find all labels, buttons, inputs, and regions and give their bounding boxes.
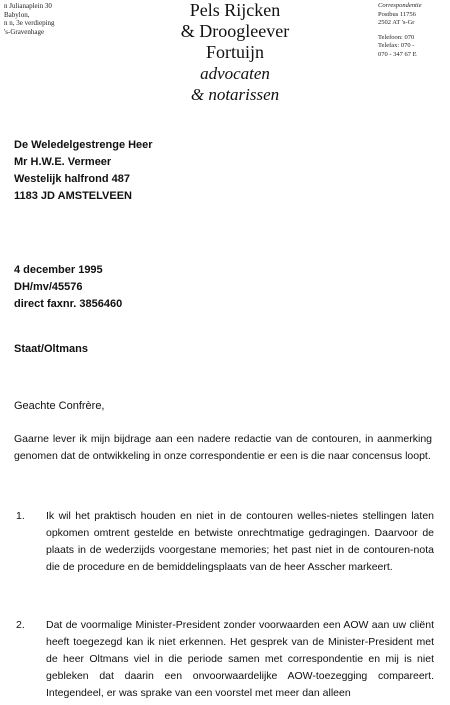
- firm-name-line: Pels Rijcken: [189, 0, 281, 20]
- firm-name-line: & Droogleever: [180, 21, 290, 41]
- item-number: 2.: [16, 619, 25, 631]
- item-number: 1.: [16, 510, 25, 522]
- correspondence-address: [378, 2, 448, 59]
- subject-line: Staat/Oltmans: [14, 343, 88, 355]
- firm-name-line: Fortuijn: [205, 42, 264, 62]
- phone-line: Telefoon: 070: [378, 33, 415, 41]
- recipient-line: Westelijk halfrond 487: [14, 173, 130, 185]
- address-line: 's-Gravenhage: [4, 27, 45, 36]
- address-line: Babylon,: [4, 10, 30, 19]
- recipient-line: De Weledelgestrenge Heer: [14, 139, 153, 151]
- firm-subtitle-line: & notarissen: [190, 85, 280, 104]
- address-line: Postbus 11756: [378, 10, 416, 18]
- recipient-line: 1183 JD AMSTELVEEN: [14, 190, 132, 202]
- letter-meta: [14, 262, 122, 313]
- recipient-block: [14, 137, 153, 205]
- recipient-line: Mr H.W.E. Vermeer: [14, 156, 112, 168]
- salutation: Geachte Confrère,: [14, 400, 105, 412]
- intro-paragraph: Gaarne lever ik mijn bijdrage aan een nadere redactie van de contouren, in aanmerking genomen dat de ontwikkeling in onze correspondentie er een is die naar concensus loopt.: [14, 433, 432, 462]
- firm-subtitle-line: advocaten: [200, 64, 270, 83]
- item-text: Dat de voormalige Minister-President zonder voorwaarden een AOW aan uw cliënt heeft toegezegd kan ik niet erkennen. Het gesprek van de Minister-President met de heer Oltmans viel in die periode samen met correspondentie en mij is niet gebleken dat daarin een onvoorwaardelijke AOW-toezegging compareert. Integendeel, er was sprake van een voorstel met meer dan alleen: [46, 619, 434, 699]
- firm-letterhead: [150, 0, 320, 105]
- address-line: n n, 3e verdieping: [4, 19, 55, 27]
- fax-line: Telefax: 070 -: [378, 42, 415, 49]
- direct-fax-number: direct faxnr. 3856460: [14, 298, 123, 310]
- address-line: 2502 AT 's-Gr: [378, 19, 415, 26]
- office-address-left: [4, 2, 55, 36]
- letter-date: 4 december 1995: [14, 264, 103, 276]
- correspondence-label: Correspondentie: [378, 2, 422, 9]
- reference-number: DH/mv/45576: [14, 281, 83, 293]
- item-text: Ik wil het praktisch houden en niet in de contouren welles-nietes stellingen laten opkomen omtrent gestelde en betwiste onrechtmatige gedragingen. Daarvoor de plaats in de wederzijds voorgestane memories; het past niet in de contouren-nota die de procedure en de bemiddelingsplaats van de heer Asscher markeert.: [46, 510, 434, 573]
- address-line: n Julianaplein 30: [4, 2, 52, 10]
- phone-line: 070 - 347 67 E: [378, 50, 417, 58]
